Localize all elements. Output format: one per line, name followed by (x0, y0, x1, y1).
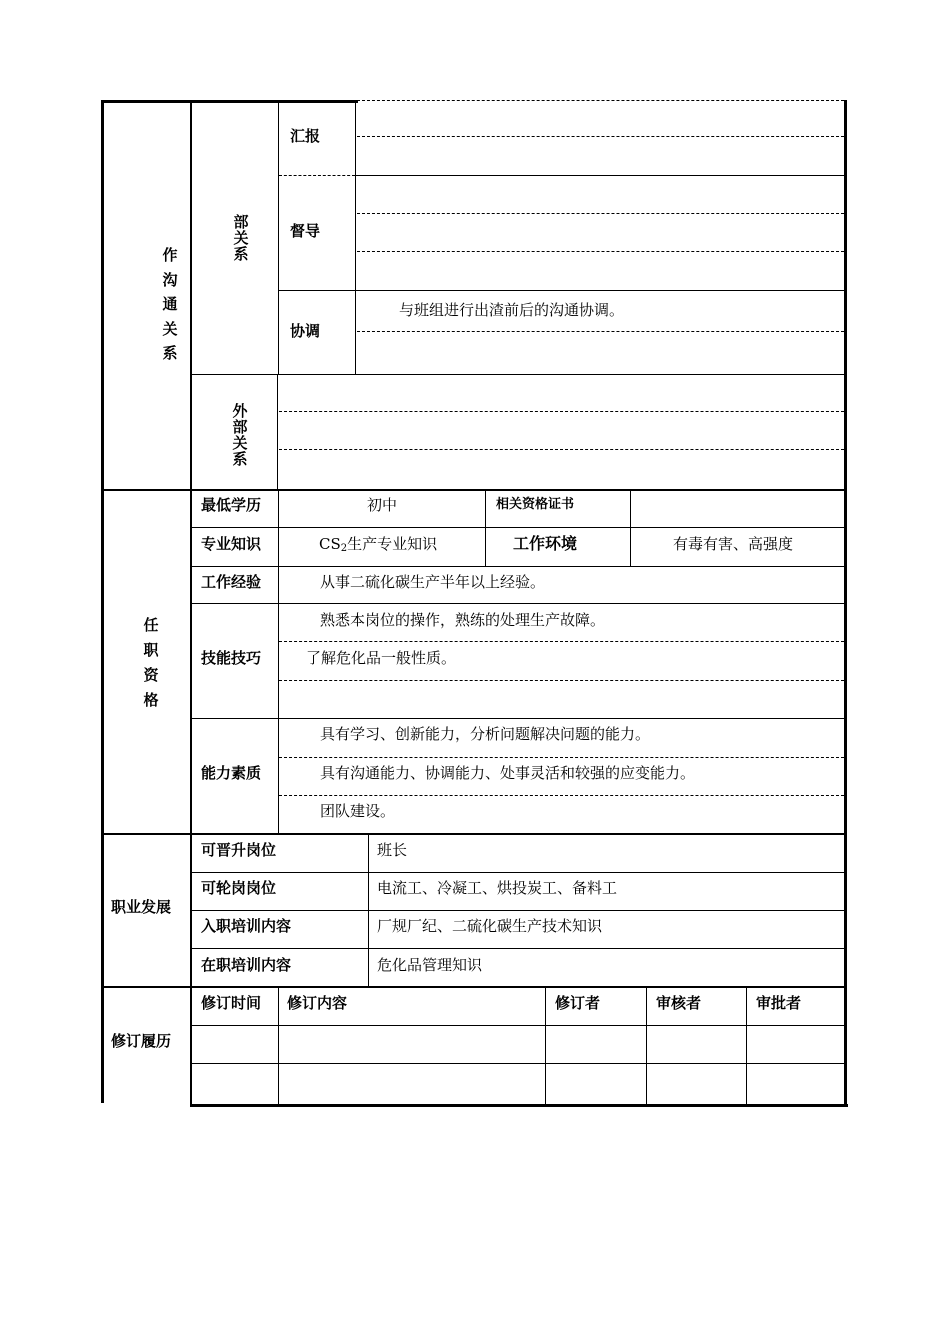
column-line (646, 988, 647, 1106)
row-line (190, 527, 847, 528)
section-separator (101, 833, 847, 835)
qualification-section-title: 任职资格 (143, 616, 159, 709)
row-line (190, 1025, 847, 1026)
row-line (278, 290, 847, 291)
report-label: 汇报 (290, 127, 321, 145)
career-row-label: 在职培训内容 (201, 956, 292, 974)
knowledge-value: $CS_2$生产专业知识 (319, 535, 438, 554)
skill-item: 熟悉本岗位的操作，熟练的处理生产故障。 (320, 611, 606, 629)
dashed-line (357, 251, 844, 252)
career-row-value: 厂规厂纪、二硫化碳生产技术知识 (377, 917, 603, 935)
career-row-label: 入职培训内容 (201, 917, 292, 935)
column-line (278, 988, 279, 1106)
row-line (190, 948, 847, 949)
ability-item: 团队建设。 (320, 802, 396, 820)
coordinate-label: 协调 (290, 322, 321, 340)
supervise-label: 督导 (290, 222, 321, 240)
career-row-label: 可轮岗岗位 (201, 879, 277, 897)
communication-section-title: 作沟通关系 (162, 246, 178, 362)
outer-top-border (101, 100, 358, 103)
column-line (630, 490, 631, 567)
section-separator (101, 986, 847, 988)
row-line (190, 566, 847, 567)
certificate-label: 相关资格证书 (496, 497, 575, 512)
external-column-line (277, 374, 278, 490)
dashed-line (357, 136, 844, 137)
column-line (746, 988, 747, 1106)
education-value: 初中 (367, 496, 398, 514)
coordinate-text: 与班组进行出渣前后的沟通协调。 (399, 301, 625, 319)
section-separator (101, 489, 847, 491)
revision-header: 修订者 (555, 994, 601, 1012)
revision-header: 修订内容 (287, 994, 348, 1012)
row-line (355, 175, 847, 176)
dashed-line (357, 331, 844, 332)
knowledge-label: 专业知识 (201, 535, 262, 553)
dashed-line (279, 757, 844, 758)
skill-item: 了解危化品一般性质。 (306, 649, 457, 667)
row-line (190, 910, 847, 911)
row-line (190, 718, 847, 719)
revision-header: 修订时间 (201, 994, 262, 1012)
outer-left-border (101, 100, 104, 1103)
ability-item: 具有沟通能力、协调能力、处事灵活和较强的应变能力。 (320, 764, 696, 782)
internal-column-line (278, 100, 279, 374)
dashed-line (357, 213, 844, 214)
internal-relations-label: 部关系 (233, 213, 249, 263)
job-description-table (101, 100, 848, 1107)
outer-bottom-border (190, 1104, 848, 1107)
career-row-value: 班长 (377, 841, 408, 859)
row-line (190, 872, 847, 873)
revision-header: 审核者 (656, 994, 702, 1012)
qualification-label-column-line (278, 490, 279, 834)
career-section-title: 职业发展 (111, 898, 172, 916)
external-relations-label: 外部关系 (232, 402, 248, 468)
dashed-line (279, 449, 844, 450)
career-row-value: 危化品管理知识 (377, 956, 483, 974)
column-line (545, 988, 546, 1106)
experience-label: 工作经验 (201, 573, 262, 591)
revision-section-title: 修订履历 (111, 1032, 172, 1050)
environment-label: 工作环境 (513, 534, 578, 553)
experience-value: 从事二硫化碳生产半年以上经验。 (320, 573, 546, 591)
row-line (190, 374, 847, 375)
row-line (190, 1063, 847, 1064)
ability-label: 能力素质 (201, 764, 262, 782)
row-line (190, 603, 847, 604)
dashed-line (357, 100, 844, 101)
environment-value: 有毒有害、高强度 (673, 535, 794, 553)
career-row-value: 电流工、冷凝工、烘投炭工、备料工 (377, 879, 618, 897)
dashed-line (279, 680, 844, 681)
label-column-line (355, 100, 356, 374)
column-line (485, 490, 486, 567)
dashed-line (279, 641, 844, 642)
career-row-label: 可晋升岗位 (201, 841, 277, 859)
dashed-line (279, 175, 355, 176)
revision-header: 审批者 (756, 994, 802, 1012)
ability-item: 具有学习、创新能力，分析问题解决问题的能力。 (320, 725, 651, 743)
skills-label: 技能技巧 (201, 649, 262, 667)
education-label: 最低学历 (201, 496, 262, 514)
dashed-line (279, 411, 844, 412)
dashed-line (279, 795, 844, 796)
